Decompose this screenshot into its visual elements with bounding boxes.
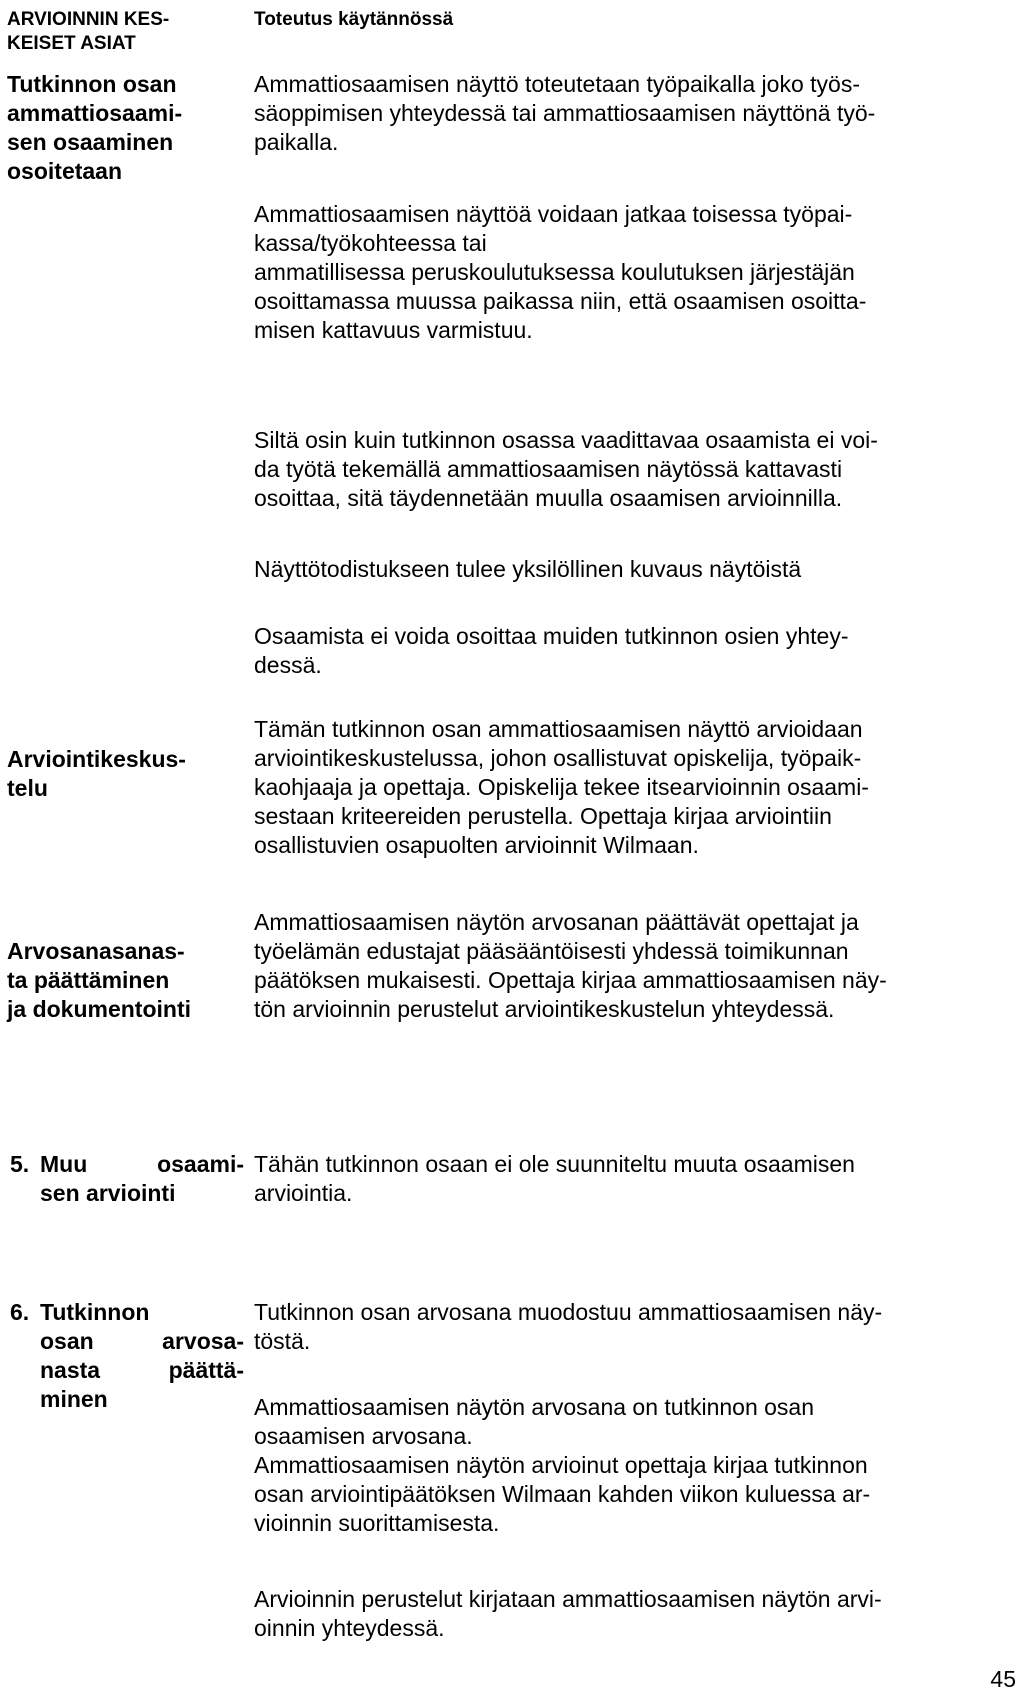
text-line: Tähän tutkinnon osaan ei ole suunniteltu muuta osaamisen [254,1151,855,1177]
text-line: da työtä tekemällä ammattiosaamisen näytössä kattavasti [254,456,843,482]
label-line: Tutkinnon osan [7,71,177,97]
label-line: minen [40,1386,108,1412]
text-line: osoittaa, sitä täydennetään muulla osaamisen arvioinnilla. [254,485,843,511]
column-header-implementation: Toteutus käytännössä [254,9,454,30]
text-line: vioinnin suorittamisesta. [254,1510,500,1536]
text-line: Näyttötodistukseen tulee yksilöllinen kuvaus näytöistä [254,556,802,582]
text-line: Siltä osin kuin tutkinnon osassa vaadittavaa osaamista ei voi- [254,427,878,453]
text-line: Ammattiosaamisen näytön arvioinut opettaja kirjaa tutkinnon [254,1452,868,1478]
text-line: arviointikeskustelussa, johon osallistuvat opiskelija, työpaik- [254,745,862,771]
paragraph [254,200,1014,345]
paragraph [254,1585,1014,1643]
paragraph [254,1393,1014,1538]
paragraph [254,1150,1014,1208]
text-line: Ammattiosaamisen näytön arvosanan päättävät opettajat ja [254,909,859,935]
text-line: Ammattiosaamisen näytön arvosana on tutkinnon osan [254,1394,814,1420]
section-label-muu-osaaminen [40,1150,244,1208]
label-line: Arviointikeskus- [7,746,186,772]
text-line: Tutkinnon osan arvosana muodostuu ammattiosaamisen näy- [254,1299,883,1325]
text-line: päätöksen mukaisesti. Opettaja kirjaa ammattiosaamisen näy- [254,967,887,993]
text-line: osaamisen arvosana. [254,1423,473,1449]
label-line: ammattiosaami- [7,100,183,126]
text-line: Ammattiosaamisen näyttöä voidaan jatkaa toisessa työpai- [254,201,853,227]
label-line: sen arviointi [40,1180,176,1206]
label-line: nasta päättä- [40,1357,244,1383]
text-line: Arvioinnin perustelut kirjataan ammattiosaamisen näytön arvi- [254,1586,882,1612]
header-line: KEISET ASIAT [7,33,136,54]
section-label-arvosanan-paattaminen [40,1298,244,1414]
text-line: tön arvioinnin perustelut arviointikeskustelun yhteydessä. [254,996,835,1022]
text-line: töstä. [254,1328,311,1354]
text-line: osoittamassa muussa paikassa niin, että osaamisen osoitta- [254,288,867,314]
label-line: telu [7,775,48,801]
paragraph [254,555,1014,584]
section-number: 5. [10,1151,30,1177]
text-line: kassa/työkohteessa tai [254,230,487,256]
text-line: Osaamista ei voida osoittaa muiden tutkinnon osien yhtey- [254,623,849,649]
text-line: misen kattavuus varmistuu. [254,317,533,343]
paragraph [254,622,1014,680]
paragraph [254,715,1014,860]
text-line: kaohjaaja ja opettaja. Opiskelija tekee itsearvioinnin osaami- [254,774,869,800]
text-line: työelämän edustajat pääsääntöisesti yhdessä toimikunnan [254,938,849,964]
section-label-arvosana [7,937,227,1024]
label-line: ta päättäminen [7,967,170,993]
text-line: dessä. [254,652,322,678]
text-line: ammatillisessa peruskoulutuksessa koulutuksen järjestäjän [254,259,855,285]
label-line: osan arvosa- [40,1328,244,1354]
text-line: osallistuvien osapuolten arvioinnit Wilmaan. [254,832,699,858]
header-line: ARVIOINNIN KES- [7,9,170,30]
text-line: oinnin yhteydessä. [254,1615,445,1641]
label-line: sen osaaminen [7,129,174,155]
label-line: Muu osaami- [40,1151,244,1177]
section-number: 6. [10,1299,30,1325]
paragraph [254,908,1014,1024]
text-line: Ammattiosaamisen näyttö toteutetaan työpaikalla joko työs- [254,71,860,97]
section-label-osaaminen [7,70,227,186]
paragraph [254,70,1014,157]
paragraph [254,1298,1014,1356]
text-line: Tämän tutkinnon osan ammattiosaamisen näyttö arvioidaan [254,716,863,742]
label-line: Arvosanasanas- [7,938,185,964]
text-line: säoppimisen yhteydessä tai ammattiosaamisen näyttönä työ- [254,100,876,126]
page-number: 45 [990,1666,1016,1692]
text-line: paikalla. [254,129,339,155]
label-line: Tutkinnon [40,1299,150,1325]
label-line: ja dokumentointi [7,996,191,1022]
section-label-arviointikeskustelu [7,745,227,803]
text-line: osan arviointipäätöksen Wilmaan kahden viikon kuluessa ar- [254,1481,871,1507]
column-header-criteria [7,8,169,56]
paragraph [254,426,1014,513]
text-line: arviointia. [254,1180,353,1206]
text-line: sestaan kriteereiden perustella. Opettaja kirjaa arviointiin [254,803,832,829]
label-line: osoitetaan [7,158,123,184]
